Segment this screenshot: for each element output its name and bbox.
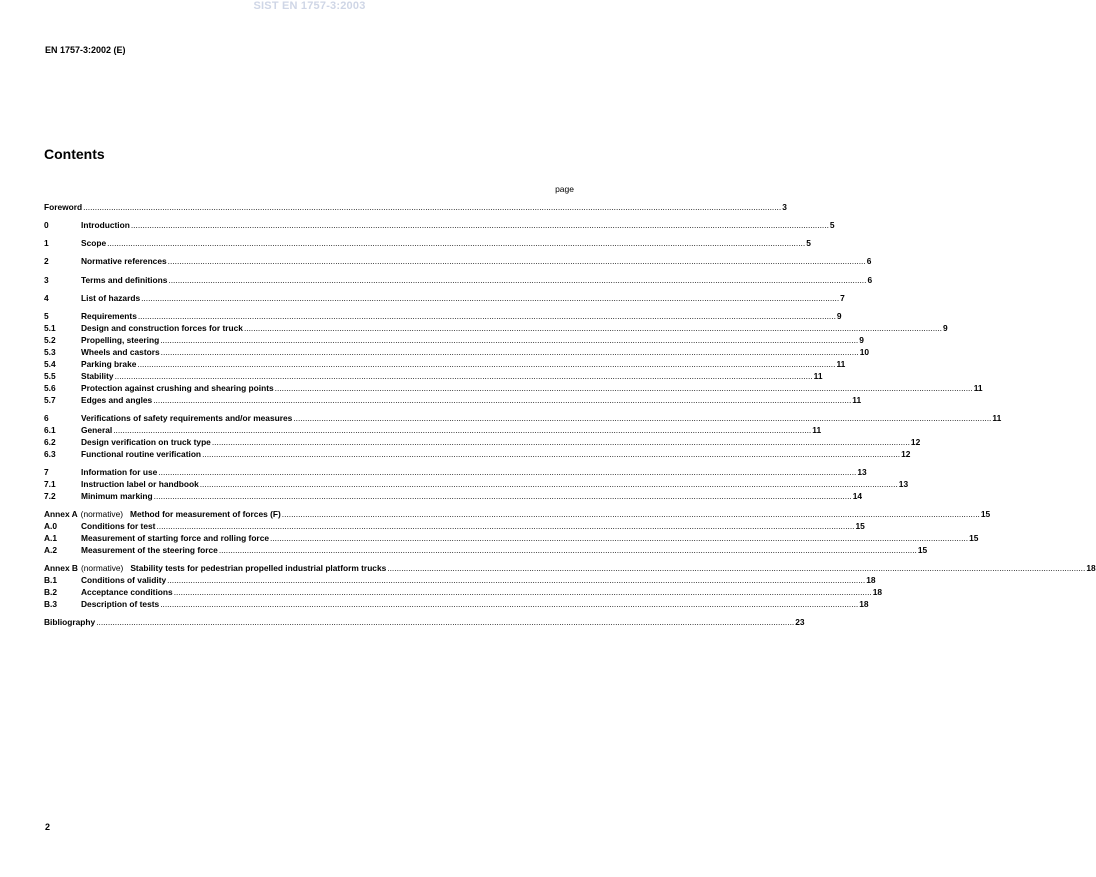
toc-entry-title: Stability xyxy=(81,371,114,381)
toc-entry[interactable] xyxy=(44,311,842,322)
toc-entry-page: 14 xyxy=(852,491,863,501)
toc-leader-dots: ............................................................................................................................................................................................................................................................................................................ xyxy=(293,413,992,423)
toc-entry-page: 11 xyxy=(813,371,823,381)
toc-entry-number: 7.2 xyxy=(44,491,56,501)
toc-entry-number: 6.1 xyxy=(44,425,56,435)
toc-entry-page: 6 xyxy=(866,256,872,266)
toc-leader-dots: ............................................................................................................................................................................................................................................................................................................ xyxy=(211,437,910,447)
toc-entry-page: 3 xyxy=(782,202,787,212)
toc-entry-number: A.0 xyxy=(44,521,58,531)
toc-entry[interactable] xyxy=(44,238,811,249)
toc-entry-number: 5.7 xyxy=(44,395,56,405)
toc-entry-title: Wheels and castors xyxy=(81,347,160,357)
toc-entry-page: 5 xyxy=(829,220,835,230)
toc-entry-title: Description of tests xyxy=(81,599,160,609)
toc-entry-title: Method for measurement of forces (F) xyxy=(130,509,281,519)
toc-entry-title: Measurement of starting force and rolling force xyxy=(81,533,270,543)
toc-entry-title: Conditions of validity xyxy=(81,575,167,585)
toc-entry-page: 11 xyxy=(973,383,983,393)
toc-leader-dots: ............................................................................................................................................................................................................................................................................................................ xyxy=(96,617,795,627)
toc-entry-number: 7 xyxy=(44,467,49,477)
toc-entry-page: 7 xyxy=(840,293,845,303)
toc-entry[interactable] xyxy=(44,437,921,448)
toc-leader-dots: ............................................................................................................................................................................................................................................................................................................ xyxy=(160,335,859,345)
toc-entry[interactable] xyxy=(44,521,865,532)
toc-entry-title: Protection against crushing and shearing points xyxy=(81,383,274,393)
toc-entry-page: 23 xyxy=(795,617,805,627)
toc-entry-title: Minimum marking xyxy=(81,491,153,501)
toc-entry-page: 18 xyxy=(866,575,876,585)
toc-entry-number: B.3 xyxy=(44,599,58,609)
toc-entry-title: Edges and angles xyxy=(81,395,153,405)
toc-leader-dots: ............................................................................................................................................................................................................................................................................................................ xyxy=(202,449,901,459)
toc-entry-page: 9 xyxy=(836,311,842,321)
toc-entry[interactable] xyxy=(44,371,823,382)
toc-entry-title: Design verification on truck type xyxy=(81,437,211,447)
toc-leader-dots: ............................................................................................................................................................................................................................................................................................................ xyxy=(137,311,836,321)
toc-entry-number: B.1 xyxy=(44,575,58,585)
toc-leader-dots: ............................................................................................................................................................................................................................................................................................................ xyxy=(160,599,859,609)
toc-entry-page: 18 xyxy=(872,587,883,597)
toc-entry-number: 6 xyxy=(44,413,49,423)
toc-entry[interactable] xyxy=(44,323,948,334)
toc-entry[interactable] xyxy=(44,395,862,406)
toc-entry-page: 5 xyxy=(806,238,811,248)
toc-entry-title: General xyxy=(81,425,113,435)
toc-leader-dots: ............................................................................................................................................................................................................................................................................................................ xyxy=(153,395,852,405)
toc-entry-qualifier: (normative) xyxy=(80,563,124,573)
toc-leader-dots: ............................................................................................................................................................................................................................................................................................................ xyxy=(158,467,857,477)
toc-entry-number: 3 xyxy=(44,275,49,285)
toc-entry[interactable] xyxy=(44,383,983,394)
toc-entry-number: Annex A xyxy=(44,509,78,519)
toc-entry[interactable] xyxy=(44,533,979,544)
toc-entry-number: 5 xyxy=(44,311,49,321)
toc-leader-dots: ............................................................................................................................................................................................................................................................................................................ xyxy=(141,293,840,303)
toc-leader-dots: ............................................................................................................................................................................................................................................................................................................ xyxy=(274,383,973,393)
toc-entry-number: 5.3 xyxy=(44,347,56,357)
toc-entry[interactable] xyxy=(44,220,835,231)
toc-entry[interactable] xyxy=(44,587,883,598)
toc-entry[interactable] xyxy=(44,202,787,213)
document-id: EN 1757-3:2002 (E) xyxy=(45,45,126,55)
toc-leader-dots: ............................................................................................................................................................................................................................................................................................................ xyxy=(281,509,980,519)
toc-leader-dots: ............................................................................................................................................................................................................................................................................................................ xyxy=(156,521,855,531)
toc-entry-page: 15 xyxy=(917,545,928,555)
toc-entry-page: 18 xyxy=(1086,563,1096,573)
toc-entry-title: Acceptance conditions xyxy=(81,587,173,597)
toc-entry-number: B.2 xyxy=(44,587,58,597)
toc-entry-title: Functional routine verification xyxy=(81,449,202,459)
toc-entry-page: 6 xyxy=(867,275,873,285)
toc-entry[interactable] xyxy=(44,256,872,267)
page-number: 2 xyxy=(45,822,51,832)
toc-entry-qualifier: (normative) xyxy=(80,509,124,519)
toc-entry-page: 11 xyxy=(812,425,822,435)
toc-entry[interactable] xyxy=(44,545,928,556)
toc-entry-title: Scope xyxy=(81,238,107,248)
toc-entry-title: Bibliography xyxy=(44,617,96,627)
toc-leader-dots: ............................................................................................................................................................................................................................................................................................................ xyxy=(130,220,829,230)
toc-entry-title: Conditions for test xyxy=(81,521,156,531)
toc-entry-page: 18 xyxy=(859,599,869,609)
toc-entry-number: 6.2 xyxy=(44,437,56,447)
toc-entry[interactable] xyxy=(44,491,863,502)
toc-entry-page: 15 xyxy=(980,509,991,519)
toc-entry-title: Normative references xyxy=(81,256,167,266)
toc-entry-title: Foreword xyxy=(44,202,83,212)
toc-entry-number: 2 xyxy=(44,256,49,266)
toc-leader-dots: ............................................................................................................................................................................................................................................................................................................ xyxy=(218,545,917,555)
toc-entry[interactable] xyxy=(44,347,870,358)
toc-entry-number: A.1 xyxy=(44,533,58,543)
toc-entry-page: 9 xyxy=(859,335,864,345)
toc-entry[interactable] xyxy=(44,479,909,490)
toc-entry-title: Introduction xyxy=(81,220,130,230)
toc-entry-page: 11 xyxy=(992,413,1002,423)
toc-entry-title: Stability tests for pedestrian propelled industrial platform trucks xyxy=(130,563,387,573)
toc-entry-number: A.2 xyxy=(44,545,58,555)
toc-leader-dots: ............................................................................................................................................................................................................................................................................................................ xyxy=(199,479,898,489)
toc-entry-number: 5.5 xyxy=(44,371,56,381)
toc-leader-dots: ............................................................................................................................................................................................................................................................................................................ xyxy=(114,371,813,381)
toc-entry-title: Parking brake xyxy=(81,359,137,369)
toc-entry-number: 1 xyxy=(44,238,49,248)
toc-leader-dots: ............................................................................................................................................................................................................................................................................................................ xyxy=(270,533,969,543)
toc-entry[interactable] xyxy=(44,293,845,304)
toc-entry-number: Annex B xyxy=(44,563,78,573)
toc-entry[interactable] xyxy=(44,599,869,610)
toc-entry-title: Verifications of safety requirements and/or measures xyxy=(81,413,293,423)
toc-leader-dots: ............................................................................................................................................................................................................................................................................................................ xyxy=(243,323,943,333)
toc-leader-dots: ............................................................................................................................................................................................................................................................................................................ xyxy=(387,563,1086,573)
toc-entry-page: 11 xyxy=(852,395,862,405)
toc-entry[interactable] xyxy=(44,413,1002,424)
toc-entry-page: 13 xyxy=(857,467,867,477)
toc-leader-dots: ............................................................................................................................................................................................................................................................................................................ xyxy=(113,425,812,435)
watermark: SIST EN 1757-3:2003 xyxy=(253,0,366,12)
toc-leader-dots: ............................................................................................................................................................................................................................................................................................................ xyxy=(160,347,859,357)
toc-entry[interactable] xyxy=(44,359,846,370)
toc-entry-number: 4 xyxy=(44,293,49,303)
toc-leader-dots: ............................................................................................................................................................................................................................................................................................................ xyxy=(168,275,867,285)
toc-entry-title: Terms and definitions xyxy=(81,275,168,285)
toc-entry-title: List of hazards xyxy=(81,293,141,303)
toc-entry-title: Measurement of the steering force xyxy=(81,545,218,555)
page-title: Contents xyxy=(44,146,105,162)
toc-entry-page: 15 xyxy=(855,521,865,531)
toc-entry-annex[interactable] xyxy=(44,509,991,520)
toc-leader-dots: ............................................................................................................................................................................................................................................................................................................ xyxy=(153,491,852,501)
toc-entry-page: 13 xyxy=(898,479,909,489)
toc-entry[interactable] xyxy=(44,617,805,628)
toc-entry-page: 15 xyxy=(969,533,979,543)
toc-leader-dots: ............................................................................................................................................................................................................................................................................................................ xyxy=(107,238,806,248)
toc-leader-dots: ............................................................................................................................................................................................................................................................................................................ xyxy=(137,359,836,369)
toc-entry-page: 12 xyxy=(901,449,911,459)
toc-entry[interactable] xyxy=(44,575,876,586)
toc-entry-page: 12 xyxy=(910,437,921,447)
toc-leader-dots: ............................................................................................................................................................................................................................................................................................................ xyxy=(167,256,866,266)
toc-entry-title: Requirements xyxy=(81,311,137,321)
toc-entry-title: Propelling, steering xyxy=(81,335,160,345)
toc-entry-number: 5.1 xyxy=(44,323,56,333)
toc-entry-number: 0 xyxy=(44,220,49,230)
toc-entry-number: 5.4 xyxy=(44,359,56,369)
toc-entry[interactable] xyxy=(44,275,873,286)
toc-entry-number: 7.1 xyxy=(44,479,56,489)
toc-leader-dots: ............................................................................................................................................................................................................................................................................................................ xyxy=(83,202,782,212)
toc-entry[interactable] xyxy=(44,425,822,436)
toc-entry[interactable] xyxy=(44,335,864,346)
toc-leader-dots: ............................................................................................................................................................................................................................................................................................................ xyxy=(173,587,872,597)
toc-entry-page: 10 xyxy=(859,347,870,357)
toc-entry[interactable] xyxy=(44,467,867,478)
page-column-label: page xyxy=(555,184,574,194)
toc-entry-page: 11 xyxy=(836,359,846,369)
toc-entry-number: 6.3 xyxy=(44,449,56,459)
toc-leader-dots: ............................................................................................................................................................................................................................................................................................................ xyxy=(167,575,866,585)
toc-entry-title: Design and construction forces for truck xyxy=(81,323,243,333)
toc-entry-title: Information for use xyxy=(81,467,158,477)
toc-entry[interactable] xyxy=(44,449,911,460)
toc-entry-number: 5.2 xyxy=(44,335,56,345)
toc-entry-title: Instruction label or handbook xyxy=(81,479,199,489)
toc-entry-number: 5.6 xyxy=(44,383,56,393)
toc-entry-page: 9 xyxy=(943,323,948,333)
toc-entry-annex[interactable] xyxy=(44,563,1096,574)
